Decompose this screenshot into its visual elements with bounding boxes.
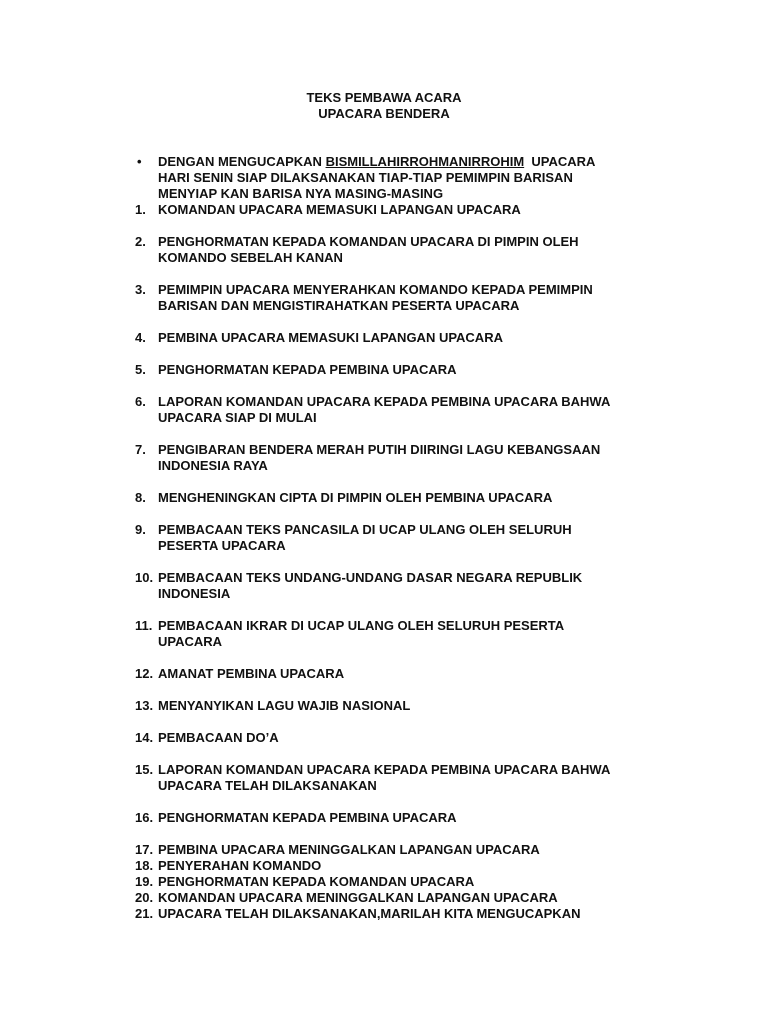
list-item xyxy=(0,762,768,794)
item-text: PENGIBARAN BENDERA MERAH PUTIH DIIRINGI LAGU KEBANGSAAN xyxy=(158,442,601,457)
item-number: 17. xyxy=(135,842,154,857)
list-item xyxy=(0,874,768,890)
list-item xyxy=(0,282,768,314)
item-text: PENGHORMATAN KEPADA KOMANDAN UPACARA xyxy=(158,874,475,889)
item-text: AMANAT PEMBINA UPACARA xyxy=(158,666,345,681)
item-text: PESERTA UPACARA xyxy=(158,538,286,553)
list-item xyxy=(0,698,768,714)
list-item xyxy=(0,490,768,506)
bullet-icon: • xyxy=(137,154,142,169)
intro-text: DENGAN MENGUCAPKAN xyxy=(158,154,326,169)
item-number: 2. xyxy=(135,234,146,249)
document-title xyxy=(0,90,768,122)
item-text: PENGHORMATAN KEPADA PEMBINA UPACARA xyxy=(158,362,457,377)
item-number: 16. xyxy=(135,810,154,825)
item-number: 3. xyxy=(135,282,146,297)
list-item xyxy=(0,394,768,426)
list-item xyxy=(0,810,768,826)
item-number: 1. xyxy=(135,202,146,217)
item-text: PEMBACAAN DO’A xyxy=(158,730,279,745)
item-number: 10. xyxy=(135,570,154,585)
item-text: KOMANDAN UPACARA MENINGGALKAN LAPANGAN UPACARA xyxy=(158,890,558,905)
item-text: INDONESIA RAYA xyxy=(158,458,268,473)
item-number: 9. xyxy=(135,522,146,537)
list-item xyxy=(0,730,768,746)
intro-text: MENYIAP KAN BARISA NYA MASING-MASING xyxy=(158,186,444,201)
item-number: 4. xyxy=(135,330,146,345)
list-item xyxy=(0,442,768,474)
list-item xyxy=(0,618,768,650)
item-number: 15. xyxy=(135,762,154,777)
item-text: KOMANDAN UPACARA MEMASUKI LAPANGAN UPACARA xyxy=(158,202,521,217)
item-text: UPACARA xyxy=(158,634,223,649)
item-text: PEMIMPIN UPACARA MENYERAHKAN KOMANDO KEPADA PEMIMPIN xyxy=(158,282,593,297)
intro-underlined-text: BISMILLAHIRROHMANIRROHIM xyxy=(325,154,525,169)
list-item xyxy=(0,362,768,378)
item-number: 13. xyxy=(135,698,154,713)
item-text: BARISAN DAN MENGISTIRAHATKAN PESERTA UPACARA xyxy=(158,298,520,313)
item-number: 18. xyxy=(135,858,154,873)
list-item xyxy=(0,842,768,858)
item-text: MENYANYIKAN LAGU WAJIB NASIONAL xyxy=(158,698,411,713)
item-text: UPACARA TELAH DILAKSANAKAN,MARILAH KITA MENGUCAPKAN xyxy=(158,906,581,921)
intro-text: HARI SENIN SIAP DILAKSANAKAN TIAP-TIAP PEMIMPIN BARISAN xyxy=(158,170,573,185)
document-page xyxy=(0,90,768,922)
item-text: UPACARA SIAP DI MULAI xyxy=(158,410,317,425)
item-text: PENGHORMATAN KEPADA KOMANDAN UPACARA DI PIMPIN OLEH xyxy=(158,234,579,249)
agenda-list xyxy=(0,154,768,922)
list-item xyxy=(0,906,768,922)
item-number: 6. xyxy=(135,394,146,409)
intro-bullet-item xyxy=(0,154,768,202)
item-text: PEMBINA UPACARA MENINGGALKAN LAPANGAN UPACARA xyxy=(158,842,540,857)
item-number: 12. xyxy=(135,666,154,681)
list-item xyxy=(0,202,768,218)
item-number: 21. xyxy=(135,906,154,921)
list-item xyxy=(0,234,768,266)
item-text: PEMBACAAN TEKS PANCASILA DI UCAP ULANG OLEH SELURUH xyxy=(158,522,572,537)
list-item xyxy=(0,330,768,346)
list-item xyxy=(0,666,768,682)
list-item xyxy=(0,570,768,602)
list-item xyxy=(0,890,768,906)
item-text: PEMBINA UPACARA MEMASUKI LAPANGAN UPACARA xyxy=(158,330,503,345)
item-number: 8. xyxy=(135,490,146,505)
item-text: PEMBACAAN TEKS UNDANG-UNDANG DASAR NEGARA REPUBLIK xyxy=(158,570,583,585)
item-text: UPACARA TELAH DILAKSANAKAN xyxy=(158,778,377,793)
item-number: 19. xyxy=(135,874,154,889)
intro-text: UPACARA xyxy=(524,154,596,169)
item-number: 20. xyxy=(135,890,154,905)
item-text: PENGHORMATAN KEPADA PEMBINA UPACARA xyxy=(158,810,457,825)
title-line: TEKS PEMBAWA ACARA xyxy=(306,90,462,105)
item-number: 7. xyxy=(135,442,146,457)
item-text: KOMANDO SEBELAH KANAN xyxy=(158,250,343,265)
item-text: PEMBACAAN IKRAR DI UCAP ULANG OLEH SELURUH PESERTA xyxy=(158,618,565,633)
item-text: LAPORAN KOMANDAN UPACARA KEPADA PEMBINA UPACARA BAHWA xyxy=(158,762,611,777)
title-line: UPACARA BENDERA xyxy=(318,106,450,121)
item-text: LAPORAN KOMANDAN UPACARA KEPADA PEMBINA UPACARA BAHWA xyxy=(158,394,611,409)
list-item xyxy=(0,858,768,874)
item-number: 5. xyxy=(135,362,146,377)
list-item xyxy=(0,522,768,554)
item-text: MENGHENINGKAN CIPTA DI PIMPIN OLEH PEMBINA UPACARA xyxy=(158,490,553,505)
item-text: PENYERAHAN KOMANDO xyxy=(158,858,322,873)
item-text: INDONESIA xyxy=(158,586,231,601)
item-number: 11. xyxy=(135,618,153,633)
item-number: 14. xyxy=(135,730,154,745)
